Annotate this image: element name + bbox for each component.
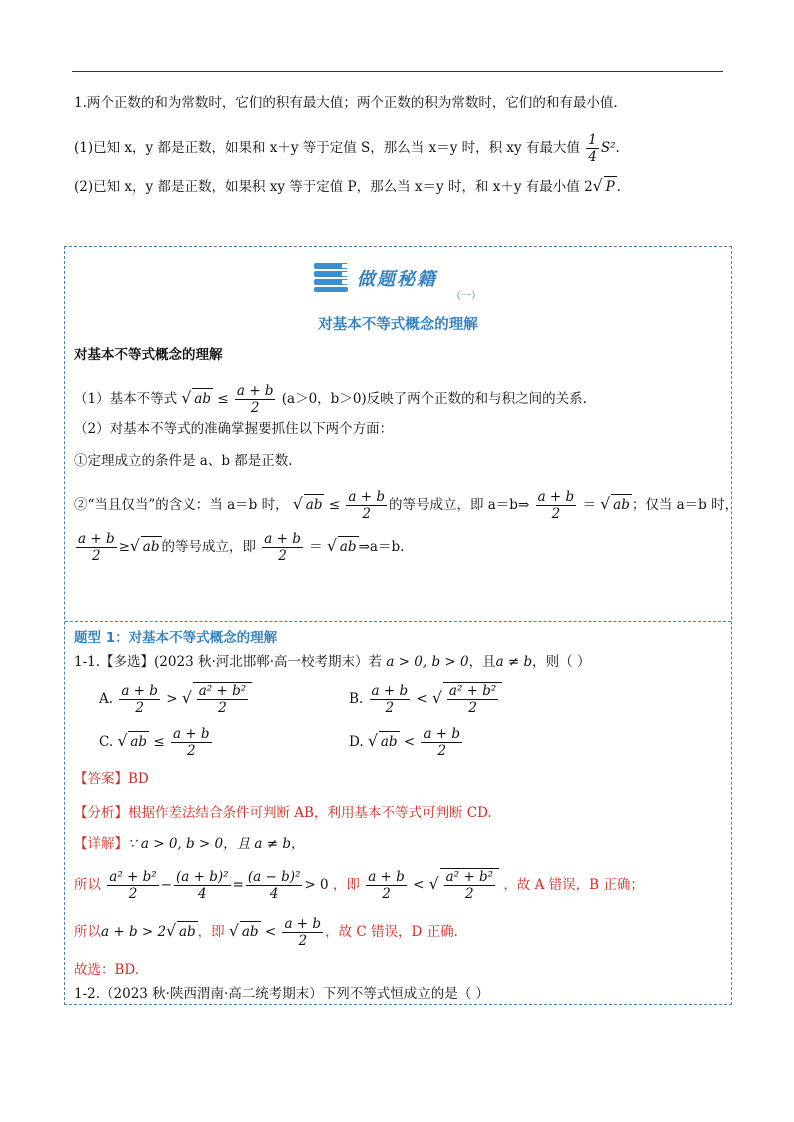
frac-a-plus-b-over-2 — [282, 916, 323, 949]
frac-den: 2 — [92, 548, 101, 564]
sqrt-ab: ab — [128, 731, 149, 752]
fraction-one-quarter — [586, 132, 599, 165]
radical-icon: √ — [592, 177, 603, 195]
frac-den: 2 — [218, 700, 227, 716]
frac-a-plus-b-over-2 — [76, 531, 117, 564]
frac-den: 2 — [468, 700, 477, 716]
gt-zero: > 0 — [304, 877, 329, 893]
detail-cond: ∵ a > 0, b > 0，且 a ≠ b， — [128, 836, 305, 852]
analysis-label: 【分析】 — [74, 805, 128, 821]
radical-icon: √ — [428, 875, 439, 893]
q1-mid: ，且 — [468, 654, 496, 670]
intro-line-2 — [74, 132, 620, 165]
answer-label: 【答案】 — [74, 771, 128, 787]
radical-icon: √ — [432, 689, 442, 707]
frac-den: 2 — [298, 933, 308, 949]
frac-a-plus-b-over-2 — [346, 489, 387, 522]
sqrt-frac — [443, 682, 502, 716]
frac-a-plus-b-over-2 — [370, 683, 411, 716]
frac-den: 2 — [362, 506, 371, 522]
dot: . — [615, 140, 620, 156]
radical-icon: √ — [181, 689, 192, 707]
frac-sq-over-2 — [444, 869, 495, 902]
frac-den: 4 — [269, 886, 279, 902]
sqrt-ab: ab — [379, 731, 400, 752]
frac-a-plus-b-over-2 — [536, 489, 577, 522]
frac-diff-sq-over-4 — [246, 869, 303, 902]
answer-line — [74, 769, 149, 789]
analysis-text: 根据作差法结合条件可判断 AB，利用基本不等式可判断 CD. — [128, 805, 492, 821]
concept-title: 对基本不等式概念的理解 — [74, 347, 223, 363]
d2-end: ，故 A 错误，B 正确； — [503, 877, 644, 893]
frac-num: a + b — [537, 489, 575, 505]
radical-icon: √ — [117, 732, 128, 750]
banner-title: 做题秘籍 — [357, 269, 437, 290]
frac-den: 2 — [437, 743, 447, 759]
intro-text-3: (2)已知 x，y 都是正数，如果积 xy 等于定值 P，那么当 x＝y 时，和 x＋y 有最小值 2 — [74, 179, 593, 195]
frac-den: 2 — [385, 700, 395, 716]
frac-den: 2 — [551, 506, 561, 522]
detail-label: 【详解】 — [74, 836, 128, 852]
d2-mid: ，即 — [332, 877, 360, 893]
frac-num: a + b — [236, 383, 274, 399]
frac-num: a + b — [423, 726, 461, 742]
intro-line-1 — [74, 93, 618, 113]
frac-num: a + b — [78, 531, 115, 547]
tips-box — [64, 246, 739, 1005]
frac-num: (a + b)² — [176, 869, 229, 885]
tips-top-section — [65, 247, 739, 621]
d3-end: ，故 C 错误，D 正确. — [325, 924, 458, 940]
tips-bottom-section — [65, 622, 731, 1004]
q1-label: 1-1.【多选】(2023 秋·河北邯郸·高一校考期末）若 — [74, 654, 383, 670]
option-a[interactable]: A. $\frac{a + b}{2}$ > √ $\frac{\text{a² + b²}}{2}$ — [99, 682, 252, 716]
sqrt-ab: ab — [611, 494, 632, 515]
frac-num: a + b — [121, 683, 158, 699]
frac-num: 1 — [588, 132, 597, 148]
d3-ineq: a + b > 2 — [101, 924, 167, 940]
radical-icon: √ — [600, 495, 611, 513]
frac-sq-over-2 — [447, 683, 498, 716]
option-c-label: C. — [99, 734, 114, 750]
p4-mid2: ；仅当 a＝b 时， — [631, 497, 739, 513]
d2-pre: 所以 — [74, 877, 101, 893]
sqrt-ab: ab — [338, 536, 359, 557]
frac-num: a + b — [368, 869, 405, 885]
concept-p2: （2）对基本不等式的准确掌握要抓住以下两个方面： — [74, 421, 394, 437]
frac-den: 4 — [588, 149, 597, 165]
books-icon — [312, 261, 352, 293]
frac-num: (a − b)² — [247, 869, 301, 885]
frac-num: a + b — [371, 683, 409, 699]
frac-num: a² + b² — [198, 683, 247, 699]
concept-p1: （1）基本不等式 √ ab ≤ $\frac{a + b}{2}$ (a＞0，b＞0)反映了两个正数的和与积之间的关系. — [74, 383, 587, 416]
frac-den: 4 — [198, 886, 207, 902]
detail-step-2: 所以 $\frac{\text{a² + b²}}{2}$ − $\frac{\text{(a + b)²}}{4}$ = $\frac{\text{(a − b)²}}{4}$ > 0 ，即 $\frac{a + b}{2}$ < √ $\frac{\text{a² + b²}}{2}$ ，故 A 错误，B 正确； — [74, 869, 644, 902]
radical-icon: √ — [292, 495, 303, 513]
option-c[interactable]: C. √ ab ≤ $\frac{a + b}{2}$ — [99, 726, 210, 759]
p4-mid1: 的等号成立，即 a＝b⇒ — [388, 497, 530, 513]
frac-den: 2 — [382, 886, 391, 902]
detail-line — [74, 834, 305, 854]
banner-heading: 对基本不等式概念的理解 — [318, 317, 478, 333]
sqrt-ab: ab — [192, 388, 213, 409]
sqrt-ab: ab — [177, 921, 198, 942]
frac-a-plus-b-over-2 — [235, 383, 276, 416]
header-rule — [72, 71, 723, 72]
p1-mid: (a＞0，b＞0)反映了两个正数的和与积之间的关系. — [281, 391, 587, 407]
sqrt-frac — [193, 682, 252, 716]
frac-a-plus-b-over-2 — [262, 531, 303, 564]
banner-sub: （一） — [451, 291, 481, 302]
concept-p5: $\frac{a + b}{2}$ ≥√ ab 的等号成立，即 $\frac{a + b}{2}$ ＝ √ ab ⇒a＝b. — [78, 531, 405, 564]
type-title: 题型 1：对基本不等式概念的理解 — [74, 630, 278, 646]
option-d[interactable]: D. √ ab < $\frac{a + b}{2}$ — [349, 726, 461, 759]
option-d-label: D. — [349, 734, 364, 750]
frac-den: 2 — [135, 700, 144, 716]
sqrt-frac — [440, 868, 499, 902]
sqrt-ab: ab — [304, 494, 325, 515]
frac-a-plus-b-over-2 — [119, 683, 160, 716]
frac-num: a + b — [284, 916, 322, 932]
frac-a-plus-b-over-2 — [366, 869, 407, 902]
q1-end: ，则（ ） — [532, 654, 591, 670]
radical-icon: √ — [166, 922, 176, 940]
frac-num: a + b — [172, 726, 210, 742]
frac-den: 2 — [128, 886, 138, 902]
frac-den: 2 — [250, 400, 260, 416]
detail-step-3: 所以a + b > 2√ ab ，即 √ ab < $\frac{a + b}{2}$ ，故 C 错误，D 正确. — [74, 916, 458, 949]
analysis-line — [74, 803, 492, 823]
frac-sum-sq-over-4 — [174, 869, 231, 902]
radical-icon: √ — [129, 537, 140, 555]
sqrt-p: P — [604, 176, 617, 197]
radical-icon: √ — [367, 732, 378, 750]
p4-pre: ②“当且仅当”的含义：当 a＝b 时， — [74, 497, 289, 513]
frac-sq-over-2 — [107, 869, 158, 902]
frac-den: 2 — [186, 743, 196, 759]
frac-den: 2 — [465, 886, 474, 902]
frac-num: a² + b² — [448, 683, 497, 699]
intro-text-2: (1)已知 x，y 都是正数，如果和 x＋y 等于定值 S，那么当 x＝y 时，积 xy 有最大值 — [74, 140, 580, 156]
select-line: 故选：BD. — [74, 962, 140, 978]
concept-p3: ①定理成立的条件是 a、b 都是正数. — [74, 453, 293, 469]
intro-text-1: 1.两个正数的和为常数时，它们的积有最大值；两个正数的积为常数时，它们的和有最小值. — [74, 95, 618, 111]
frac-num: a² + b² — [445, 869, 494, 885]
d3-mid: ，即 — [197, 924, 225, 940]
frac-num: a² + b² — [109, 869, 157, 885]
frac-sq-over-2 — [197, 683, 248, 716]
option-b[interactable]: B. $\frac{a + b}{2}$ < √ $\frac{\text{a² + b²}}{2}$ — [349, 682, 502, 716]
dot: . — [616, 179, 621, 195]
d3-pre: 所以 — [74, 924, 101, 940]
question-2: 1-2.（2023 秋·陕西渭南·高二统考期末）下列不等式恒成立的是（ ） — [74, 986, 490, 1002]
q1-cond: a > 0, b > 0 — [386, 654, 469, 670]
answer-value: BD — [128, 771, 149, 787]
sqrt-ab: ab — [141, 536, 162, 557]
p1-pre: （1）基本不等式 — [74, 391, 178, 407]
radical-icon: √ — [228, 922, 239, 940]
q1-cond2: a ≠ b — [495, 654, 533, 670]
option-b-label: B. — [349, 691, 364, 707]
s-squared: S² — [600, 140, 616, 156]
sqrt-ab: ab — [240, 921, 261, 942]
frac-a-plus-b-over-2 — [421, 726, 462, 759]
frac-den: 2 — [278, 548, 287, 564]
frac-num: a + b — [348, 489, 385, 505]
p5-mid: 的等号成立，即 — [161, 539, 256, 555]
radical-icon: √ — [181, 389, 192, 407]
option-a-label: A. — [99, 691, 114, 707]
concept-p4: ②“当且仅当”的含义：当 a＝b 时， √ ab ≤ $\frac{a + b}{2}$ 的等号成立，即 a＝b⇒ $\frac{a + b}{2}$ ＝ √ ab ；仅当 a＝b 时， — [74, 489, 739, 522]
intro-line-3 — [74, 176, 621, 197]
p5-end: ⇒a＝b. — [358, 539, 405, 555]
question-1 — [74, 652, 590, 672]
radical-icon: √ — [326, 537, 337, 555]
frac-a-plus-b-over-2 — [171, 726, 212, 759]
frac-num: a + b — [264, 531, 301, 547]
